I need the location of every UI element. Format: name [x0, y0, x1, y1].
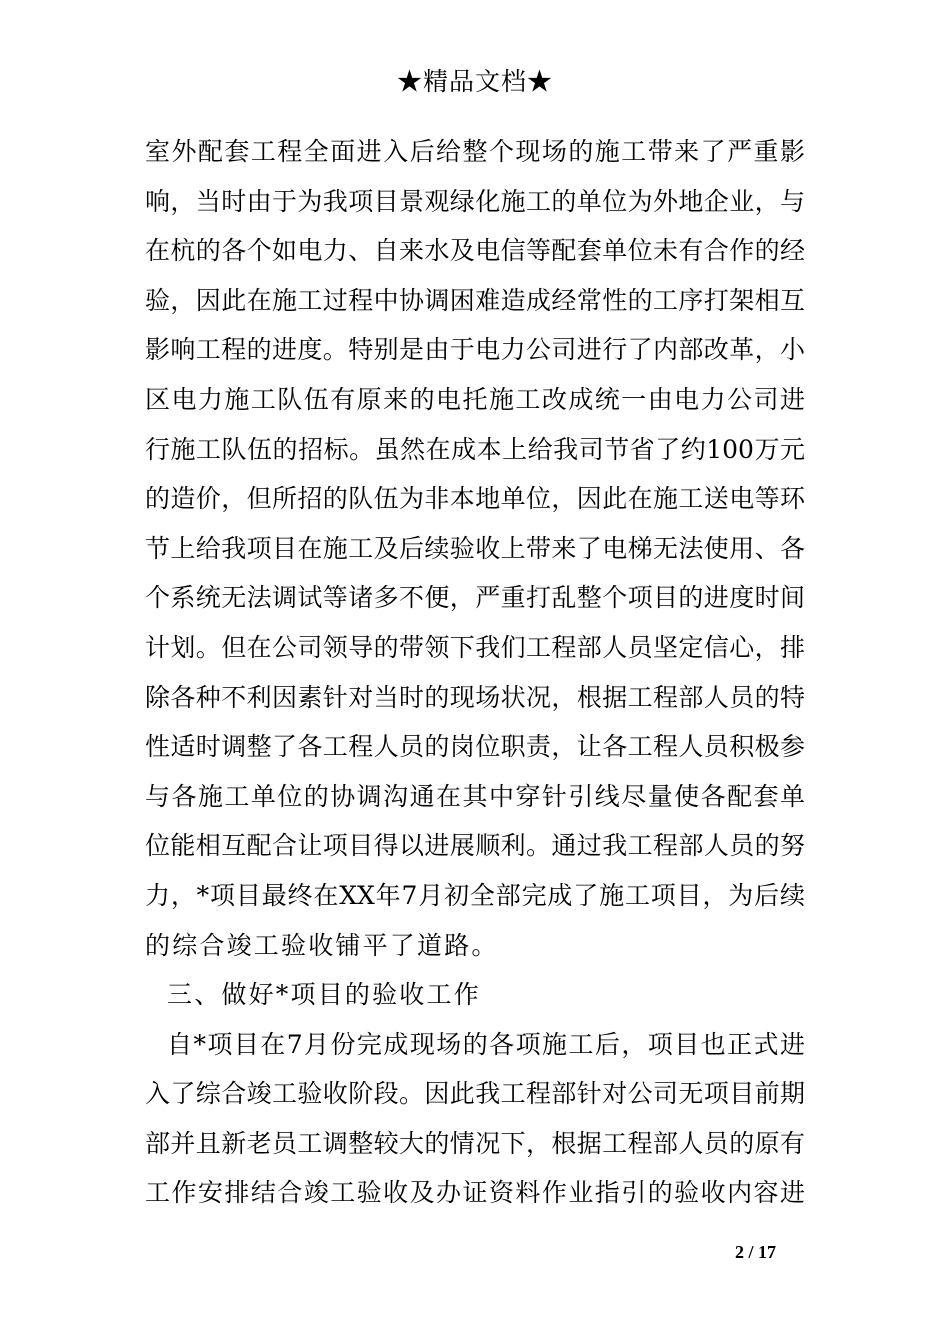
body-text-line: 节上给我项目在施工及后续验收上带来了电梯无法使用、各: [145, 533, 805, 563]
body-text-line: 在杭的各个如电力、自来水及电信等配套单位未有合作的经: [145, 236, 805, 266]
document-body: [145, 127, 805, 1218]
body-text-line: 工作安排结合竣工验收及办证资料作业指引的验收内容进: [145, 1178, 805, 1208]
body-text-line: 性适时调整了各工程人员的岗位职责，让各工程人员积极参: [145, 732, 805, 762]
body-text-line: 的造价，但所招的队伍为非本地单位，因此在施工送电等环: [145, 484, 805, 514]
page-number: 2 / 17: [735, 1242, 777, 1262]
body-text-line: 室外配套工程全面进入后给整个现场的施工带来了严重影: [145, 137, 805, 166]
body-text-line: 力，*项目最终在XX年7月初全部完成了施工项目，为后续: [145, 880, 805, 910]
body-text-line: 影响工程的进度。特别是由于电力公司进行了内部改革，小: [145, 335, 805, 365]
page-header-title: ★精品文档★: [396, 67, 553, 96]
body-text-line: 个系统无法调试等诸多不便，严重打乱整个项目的进度时间: [145, 583, 805, 613]
body-text-line: 部并且新老员工调整较大的情况下，根据工程部人员的原有: [145, 1128, 805, 1158]
body-text-line: 响，当时由于为我项目景观绿化施工的单位为外地企业，与: [145, 186, 805, 216]
body-text-line: 入了综合竣工验收阶段。因此我工程部针对公司无项目前期: [145, 1079, 805, 1109]
body-text-line: 位能相互配合让项目得以进展顺利。通过我工程部人员的努: [145, 831, 805, 861]
body-text-line: 区电力施工队伍有原来的电托施工改成统一由电力公司进: [145, 384, 805, 414]
body-text-line: 验，因此在施工过程中协调困难造成经常性的工序打架相互: [145, 285, 805, 315]
body-text-line: 的综合竣工验收铺平了道路。: [145, 930, 499, 960]
body-text-line: 行施工队伍的招标。虽然在成本上给我司节省了约100万元: [145, 434, 805, 464]
body-text-line: 计划。但在公司领导的带领下我们工程部人员坚定信心，排: [145, 632, 805, 662]
section-heading: 三、做好*项目的验收工作: [167, 980, 481, 1010]
body-text-line: 与各施工单位的协调沟通在其中穿针引线尽量使各配套单: [145, 781, 805, 811]
body-text-line: 除各种不利因素针对当时的现场状况，根据工程部人员的特: [145, 682, 805, 712]
body-text-line: 自*项目在7月份完成现场的各项施工后，项目也正式进: [167, 1029, 805, 1059]
